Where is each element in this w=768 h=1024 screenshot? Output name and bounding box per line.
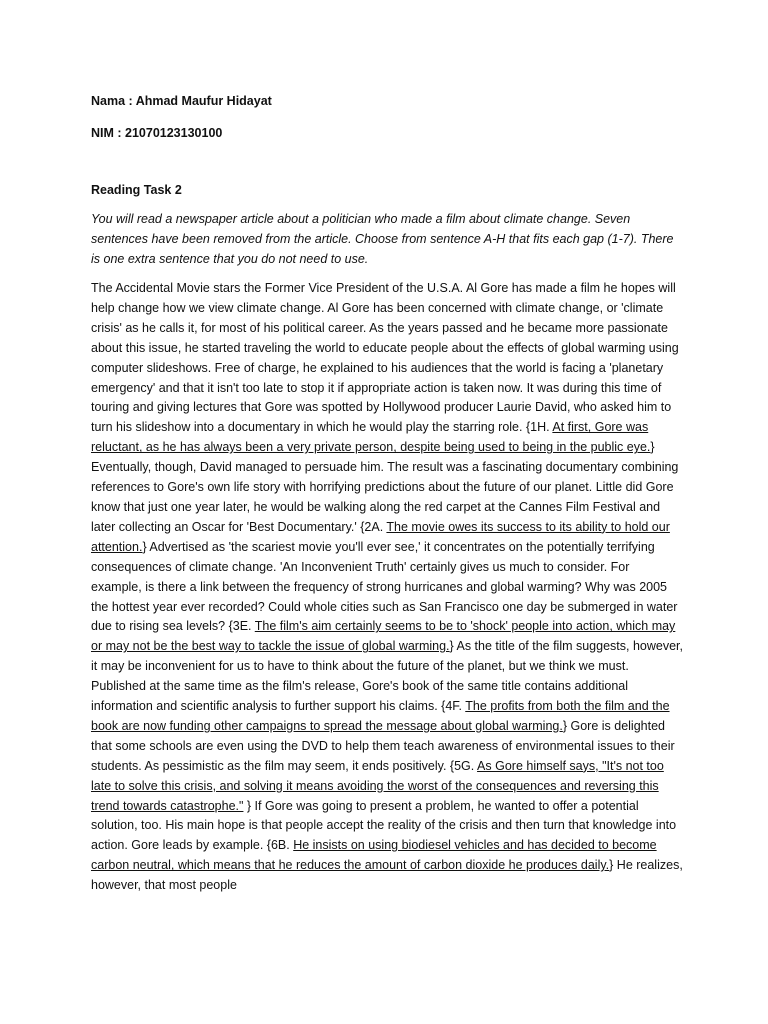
- answer-sentence: At first, Gore was reluctant, as he has always been a very private person, despite being used to being in the public eye.: [91, 420, 651, 455]
- article-text: } Advertised as 'the scariest movie you'll ever see,' it concentrates on the potentially terrifying consequences of climate change. 'An Inconvenient Truth' certainly gives us much to consider. For example, is there a link between the frequency of strong hurricanes and global warming? Why was 2005 the hottest year ever recorded? Could whole cities such as San Francisco one day be submerged in water due to rising sea levels? {3E.: [91, 539, 678, 634]
- article-text: } He realizes, however, that most people: [91, 858, 683, 893]
- answer-sentence: He insists on using biodiesel vehicles and has decided to become carbon neutral, which means that he reduces the amount of carbon dioxide he produces daily.: [91, 838, 657, 873]
- student-nim: NIM : 21070123130100: [91, 126, 223, 140]
- answer-sentence: The film's aim certainly seems to be to 'shock' people into action, which may or may not be the best way to tackle the issue of global warming.: [91, 619, 676, 654]
- article-text: The Accidental Movie stars the Former Vice President of the U.S.A. Al Gore has made a film he hopes will help change how we view climate change. Al Gore has been concerned with climate change, or 'climate crisis' as he calls it, for most of his political career. As the years passed and he became more passionate about this issue, he started traveling the world to educate people about the effects of global warming using computer slideshows. Free of charge, he explained to his audiences that the world is facing a 'planetary emergency' and that it isn't too late to stop it if appropriate action is taken now. It was during this time of touring and giving lectures that Gore was spotted by Hollywood producer Laurie David, who asked him to turn his slideshow into a documentary in which he would play the starring role. {1H.: [91, 281, 679, 435]
- article-text: } If Gore was going to present a problem, he wanted to offer a potential solution, too. His main hope is that people accept the reality of the crisis and then turn that knowledge into action. Gore leads by example. {6B.: [91, 798, 677, 853]
- article-body: [91, 279, 683, 896]
- article-text: } As the title of the film suggests, however, it may be inconvenient for us to have to think about the future of the planet, but we think we must. Published at the same time as the film's release, Gore's book of the same title contains additional information and scientific analysis to further support his claims. {4F.: [91, 639, 683, 714]
- answer-sentence: The movie owes its success to its ability to hold our attention.: [91, 519, 670, 554]
- answer-sentence: As Gore himself says, "It's not too late to solve this crisis, and solving it means avoiding the worst of the consequences and reversing this trend towards catastrophe.": [91, 758, 664, 813]
- answer-sentence: The profits from both the film and the book are now funding other campaigns to spread the message about global warming.: [91, 699, 670, 733]
- student-name: Nama : Ahmad Maufur Hidayat: [91, 94, 272, 108]
- task-instructions: You will read a newspaper article about a politician who made a film about climate change. Seven sentences have been removed from the article. Choose from sentence A-H that fits each gap (1-7). There is one extra sentence that you do not need to use.: [91, 212, 674, 266]
- task-title: Reading Task 2: [91, 183, 182, 197]
- article-text: } Gore is delighted that some schools are even using the DVD to help them teach awareness of environmental issues to their students. As pessimistic as the film may seem, it ends positively. {5G.: [91, 718, 675, 773]
- article-text: } Eventually, though, David managed to persuade him. The result was a fascinating documentary combining references to Gore's own life story with horrifying predictions about the future of our planet. Little did Gore know that just one year later, he would be walking along the red carpet at the Cannes Film Festival and later collecting an Oscar for 'Best Documentary.' {2A.: [91, 440, 679, 534]
